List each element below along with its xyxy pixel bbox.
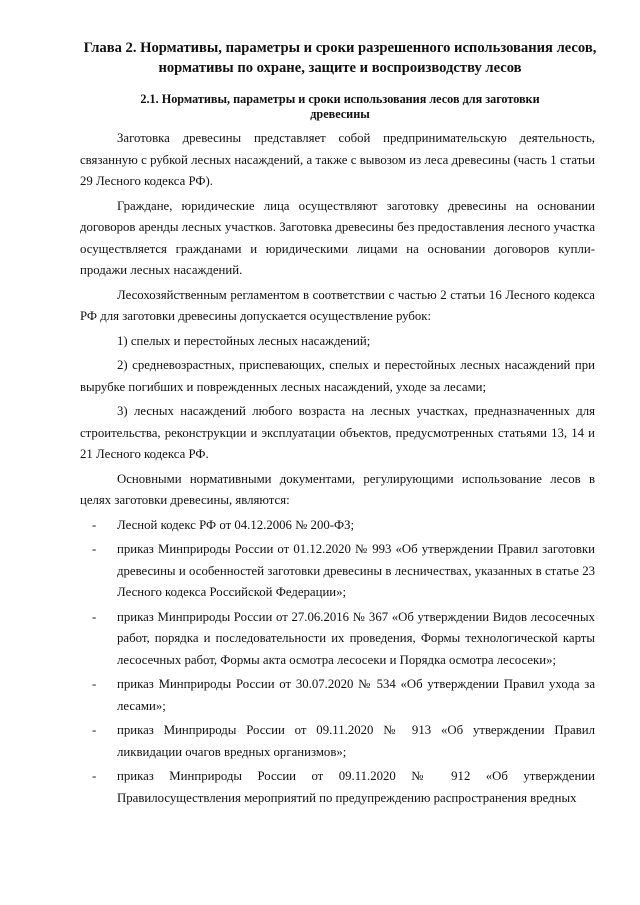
document-body: [80, 128, 595, 812]
dash-bullet: -: [92, 542, 97, 556]
dash-bullet: -: [92, 677, 97, 691]
list-item: [80, 674, 595, 717]
list-item: [80, 720, 595, 763]
list-item-numbered: 3) лесных насаждений любого возраста на лесных участках, предназначенных для строительства, реконструкции и эксплуатации объектов, предусмотренных статьями 13, 14 и 21 Лесного кодекса РФ.: [80, 404, 595, 461]
list-item-text: приказ Минприроды России от 09.11.2020 № 912 «Об утверждении Правилосуществления мероприятий по предупреждению распространения вредных: [117, 769, 595, 805]
list-item-text: приказ Минприроды России от 30.07.2020 № 534 «Об утверждении Правил ухода за лесами»;: [117, 677, 595, 713]
chapter-title: Глава 2. Нормативы, параметры и сроки разрешенного использования лесов, нормативы по охране, защите и воспроизводству лесов: [83, 40, 597, 76]
list-item-numbered: 2) средневозрастных, приспевающих, спелых и перестойных лесных насаждений при вырубке погибших и поврежденных лесных насаждений, уходе за лесами;: [80, 358, 595, 394]
regulatory-documents-list: [80, 515, 595, 810]
list-item: [80, 539, 595, 604]
paragraph: Заготовка древесины представляет собой предпринимательскую деятельность, связанную с рубкой лесных насаждений, а также с вывозом из леса древесины (часть 1 статьи 29 Лесного кодекса РФ).: [80, 131, 595, 188]
list-item: [80, 607, 595, 672]
list-item: [80, 515, 595, 537]
section-title: 2.1. Нормативы, параметры и сроки использования лесов для заготовки древесины: [140, 92, 540, 121]
dash-bullet: -: [92, 769, 97, 783]
list-item: [80, 766, 595, 809]
dash-bullet: -: [92, 609, 97, 624]
list-item-text: приказ Минприроды России от 01.12.2020 № 993 «Об утверждении Правил заготовки древесины и особенностей заготовки древесины в лесничествах, указанных в статье 23 Лесного кодекса Российской Федерации»;: [117, 542, 595, 599]
list-item-numbered: 1) спелых и перестойных лесных насаждений;: [117, 333, 371, 348]
dash-bullet: -: [92, 723, 97, 737]
list-item-text: приказ Минприроды России от 27.06.2016 № 367 «Об утверждении Видов лесосечных работ, порядка и последовательности их проведения, Формы технологической карты лесосечных работ, Формы акта осмотра лесосеки и Порядка осмотра лесосеки»;: [117, 609, 595, 667]
paragraph: Лесохозяйственным регламентом в соответствии с частью 2 статьи 16 Лесного кодекса РФ для заготовки древесины допускается осуществление рубок:: [80, 287, 595, 323]
list-item-text: приказ Минприроды России от 09.11.2020 № 913 «Об утверждении Правил ликвидации очагов вредных организмов»;: [117, 723, 595, 759]
paragraph: Основными нормативными документами, регулирующими использование лесов в целях заготовки древесины, являются:: [80, 471, 595, 507]
paragraph: Граждане, юридические лица осуществляют заготовку древесины на основании договоров аренды лесных участков. Заготовка древесины без предоставления лесного участка осуществляется гражданами и юридическими лицами на основании договоров купли-продажи лесных насаждений.: [80, 198, 595, 277]
list-item-text: Лесной кодекс РФ от 04.12.2006 № 200-ФЗ;: [117, 517, 355, 532]
dash-bullet: -: [92, 517, 97, 532]
